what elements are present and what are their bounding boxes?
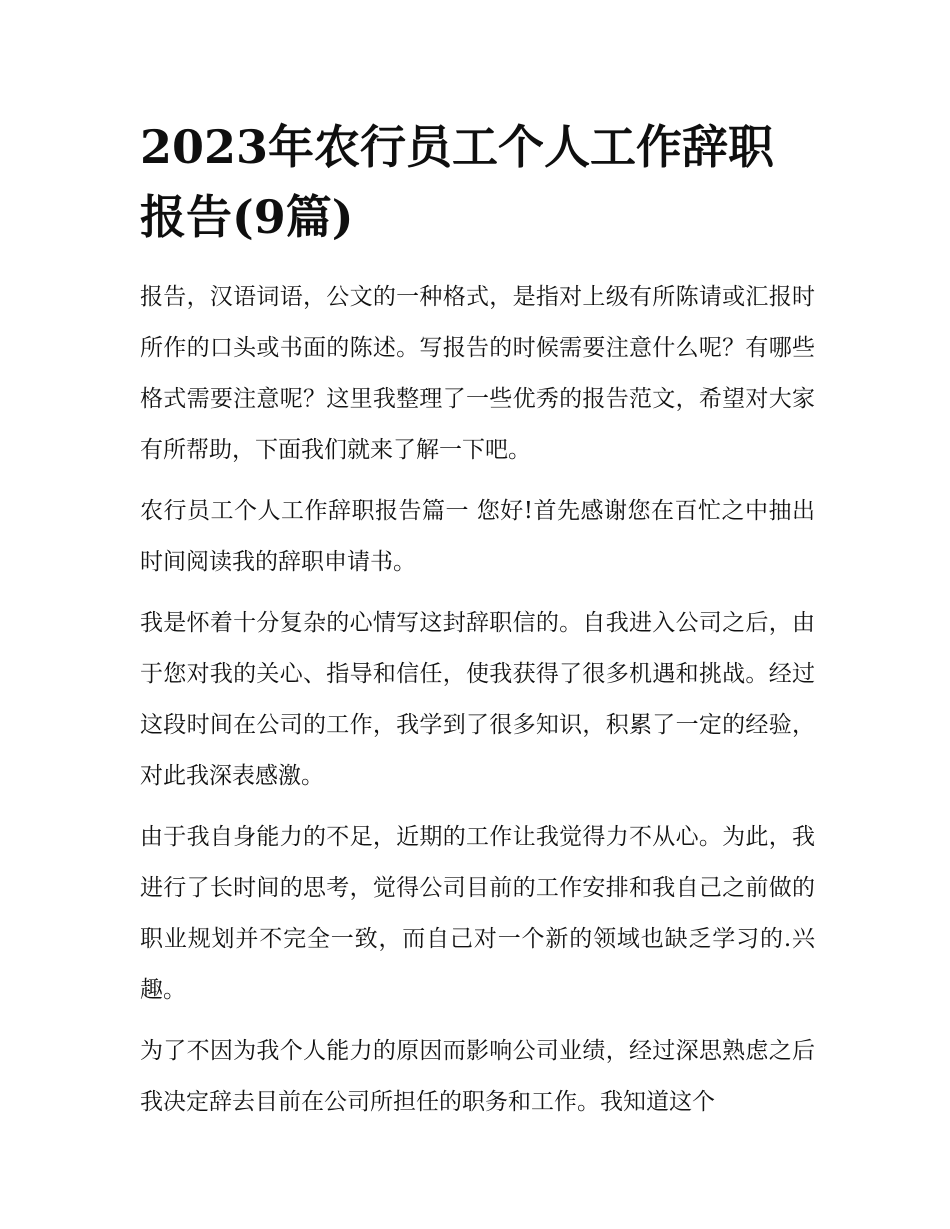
document-title: 2023年农行员工个人工作辞职报告(9篇)	[140, 120, 775, 244]
body-paragraph: 为了不因为我个人能力的原因而影响公司业绩，经过深思熟虑之后我决定辞去目前在公司所担任的职务和工作。我知道这个	[140, 1038, 815, 1115]
intro-paragraph: 报告，汉语词语，公文的一种格式，是指对上级有所陈请或汇报时所作的口头或书面的陈述。写报告的时候需要注意什么呢？有哪些格式需要注意呢？这里我整理了一些优秀的报告范文，希望对大家有所帮助，下面我们就来了解一下吧。	[140, 284, 815, 463]
body-paragraph: 由于我自身能力的不足，近期的工作让我觉得力不从心。为此，我进行了长时间的思考，觉得公司目前的工作安排和我自己之前做的职业规划并不完全一致，而自己对一个新的领域也缺乏学习的.兴趣。	[140, 824, 815, 1003]
body-paragraph: 农行员工个人工作辞职报告篇一 您好!首先感谢您在百忙之中抽出时间阅读我的辞职申请书。	[140, 498, 815, 575]
document-content	[140, 112, 815, 1128]
body-paragraph: 我是怀着十分复杂的心情写这封辞职信的。自我进入公司之后，由于您对我的关心、指导和信任，使我获得了很多机遇和挑战。经过这段时间在公司的工作，我学到了很多知识，积累了一定的经验，对此我深表感激。	[140, 610, 815, 789]
